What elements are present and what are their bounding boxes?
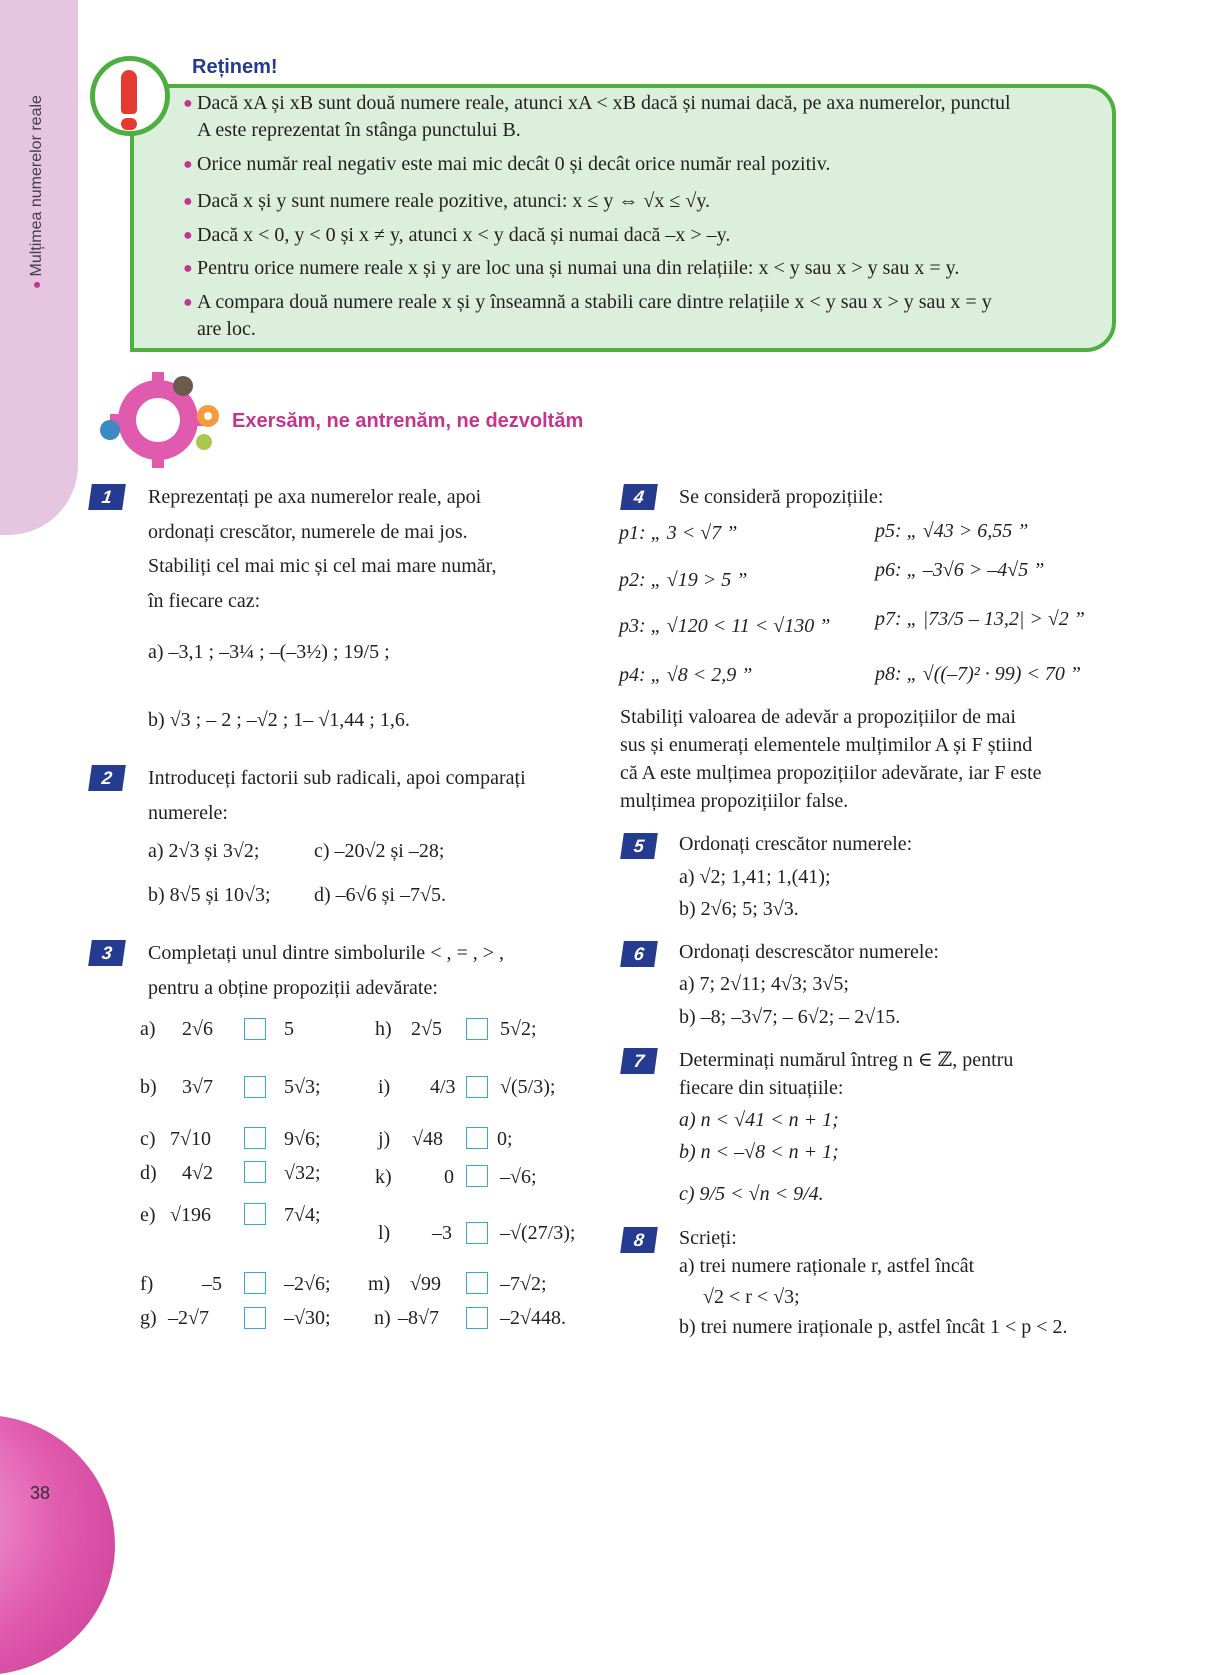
ex3-right-term: 9√6; [284, 1128, 321, 1150]
ex6-intro: Ordonați descrescător numerele: [679, 941, 939, 963]
ex4-text-4: mulțimea propozițiilor false. [620, 790, 849, 812]
ex5-b: b) 2√6; 5; 3√3. [679, 898, 799, 920]
exclamation-bar [121, 70, 137, 114]
ex3-right-term: 5√2; [500, 1018, 537, 1040]
ex3-right-term: 7√4; [284, 1204, 321, 1226]
ex1-line-1: Reprezentați pe axa numerelor reale, apoi [148, 486, 482, 508]
ex8-a-cont: √2 < r < √3; [703, 1286, 800, 1308]
ex3-left-term: –5 [202, 1273, 222, 1295]
ex2-c: c) –20√2 și –28; [314, 840, 445, 862]
ex3-label: j) [378, 1128, 391, 1150]
prop-p7: p7: „ |73/5 – 13,2| > √2 ” [875, 608, 1085, 630]
ex3-left-term: 3√7 [182, 1076, 213, 1098]
bullet-2: ● Orice număr real negativ este mai mic decât 0 și decât orice număr real pozitiv. [183, 153, 831, 175]
ex3-left-term: 0 [444, 1166, 454, 1188]
answer-box[interactable] [244, 1076, 266, 1098]
ex3-right-term: –√30; [284, 1307, 331, 1329]
ex7-line-2: fiecare din situațiile: [679, 1077, 844, 1099]
answer-box[interactable] [466, 1018, 488, 1040]
ex3-line-1: Completați unul dintre simbolurile < , = , > , [148, 942, 505, 964]
ex3-right-term: 5 [284, 1018, 294, 1040]
ex3-label: e) [140, 1204, 156, 1226]
ex3-right-term: –7√2; [500, 1273, 547, 1295]
ex2-b: b) 8√5 și 10√3; [148, 884, 271, 906]
ex8-b: b) trei numere iraționale p, astfel încât 1 < p < 2. [679, 1316, 1068, 1338]
exercise-number-badge: 5 [620, 833, 658, 859]
answer-box[interactable] [466, 1222, 488, 1244]
prop-p8: p8: „ √((–7)² · 99) < 70 ” [875, 663, 1082, 685]
ex3-right-term: √(5/3); [500, 1076, 556, 1098]
prop-p6: p6: „ –3√6 > –4√5 ” [875, 559, 1045, 581]
ex3-label: n) [374, 1307, 391, 1329]
ex3-right-term: √32; [284, 1162, 321, 1184]
ex4-text-2: sus și enumerați elementele mulțimilor A și F știind [620, 734, 1033, 756]
retinem-title: Reținem! [192, 56, 278, 78]
ex1-b: b) √3 ; – 2 ; –√2 ; 1– √1,44 ; 1,6. [148, 709, 410, 731]
ex1-a: a) –3,1 ; –3¼ ; –(–3½) ; 19/5 ; [148, 641, 390, 663]
ex3-right-term: –2√6; [284, 1273, 331, 1295]
exercise-number-badge: 2 [88, 765, 126, 791]
ex7-line-1: Determinați numărul întreg n ∈ ℤ, pentru [679, 1049, 1014, 1071]
ex3-left-term: √99 [410, 1273, 441, 1295]
answer-box[interactable] [244, 1018, 266, 1040]
answer-box[interactable] [244, 1127, 266, 1149]
ex3-left-term: 4/3 [430, 1076, 456, 1098]
ex3-label: h) [375, 1018, 392, 1040]
bullet-3: ● Dacă x și y sunt numere reale pozitive, atunci: x ≤ y ⇔ √x ≤ √y. [183, 190, 711, 212]
ex7-b: b) n < –√8 < n + 1; [679, 1141, 839, 1163]
ex3-label: l) [378, 1222, 391, 1244]
prop-p4: p4: „ √8 < 2,9 ” [619, 664, 753, 686]
ex3-line-2: pentru a obține propoziții adevărate: [148, 977, 438, 999]
ex2-line-1: Introduceți factorii sub radicali, apoi comparați [148, 767, 526, 789]
ex7-a: a) n < √41 < n + 1; [679, 1109, 839, 1131]
prop-p3: p3: „ √120 < 11 < √130 ” [619, 615, 831, 637]
ex1-line-2: ordonați crescător, numerele de mai jos. [148, 521, 468, 543]
section-title: Exersăm, ne antrenăm, ne dezvoltăm [232, 410, 584, 432]
ex3-left-term: –2√7 [168, 1307, 209, 1329]
ex3-label: i) [378, 1076, 391, 1098]
exclamation-dot [121, 118, 137, 130]
ex2-d: d) –6√6 și –7√5. [314, 884, 446, 906]
corner-decoration [0, 1415, 115, 1675]
ex3-right-term: 5√3; [284, 1076, 321, 1098]
bullet-6-cont: are loc. [197, 318, 256, 340]
ex1-line-3: Stabiliți cel mai mic și cel mai mare număr, [148, 555, 497, 577]
ex2-a: a) 2√3 și 3√2; [148, 840, 260, 862]
bullet-1: ● Dacă xA și xB sunt două numere reale, atunci xA < xB dacă și numai dacă, pe axa numerelor, punctul [183, 92, 1011, 114]
ex3-label: d) [140, 1162, 157, 1184]
ex5-a: a) √2; 1,41; 1,(41); [679, 866, 831, 888]
ex8-intro: Scrieți: [679, 1227, 737, 1249]
ex5-intro: Ordonați crescător numerele: [679, 833, 913, 855]
ex1-line-4: în fiecare caz: [148, 590, 261, 612]
sidebar-title: ●Mulțimea numerelor reale [28, 95, 45, 289]
exercise-number-badge: 6 [620, 941, 658, 967]
exercise-number-badge: 4 [620, 484, 658, 510]
ex4-text-3: că A este mulțimea propozițiilor adevărate, iar F este [620, 762, 1042, 784]
gears-icon [88, 368, 228, 468]
ex3-left-term: –3 [432, 1222, 452, 1244]
ex3-left-term: 7√10 [170, 1128, 211, 1150]
ex8-a: a) trei numere raționale r, astfel încât [679, 1255, 975, 1277]
ex6-b: b) –8; –3√7; – 6√2; – 2√15. [679, 1006, 901, 1028]
answer-box[interactable] [244, 1307, 266, 1329]
ex3-right-term: –√6; [500, 1166, 537, 1188]
ex3-right-term: –√(27/3); [500, 1222, 576, 1244]
ex3-left-term: 2√6 [182, 1018, 213, 1040]
ex4-intro: Se consideră propozițiile: [679, 486, 884, 508]
ex6-a: a) 7; 2√11; 4√3; 3√5; [679, 973, 849, 995]
ex7-c: c) 9/5 < √n < 9/4. [679, 1183, 824, 1205]
ex3-left-term: √48 [412, 1128, 443, 1150]
page-number: 38 [30, 1483, 51, 1503]
ex3-left-term: 2√5 [411, 1018, 442, 1040]
answer-box[interactable] [466, 1127, 488, 1149]
prop-p5: p5: „ √43 > 6,55 ” [875, 520, 1029, 542]
bullet-1-cont: A este reprezentat în stânga punctului B. [197, 119, 521, 141]
exercise-number-badge: 1 [88, 484, 126, 510]
exercise-number-badge: 7 [620, 1048, 658, 1074]
answer-box[interactable] [466, 1165, 488, 1187]
answer-box[interactable] [466, 1076, 488, 1098]
ex3-label: f) [140, 1273, 154, 1295]
exercise-number-badge: 3 [88, 940, 126, 966]
ex3-label: c) [140, 1128, 156, 1150]
ex4-text-1: Stabiliți valoarea de adevăr a propozițiilor de mai [620, 706, 1016, 728]
prop-p1: p1: „ 3 < √7 ” [619, 522, 738, 544]
answer-box[interactable] [244, 1272, 266, 1294]
ex2-line-2: numerele: [148, 802, 228, 824]
answer-box[interactable] [244, 1161, 266, 1183]
ex3-right-term: 0; [497, 1128, 513, 1150]
ex3-label: k) [375, 1166, 392, 1188]
prop-p2: p2: „ √19 > 5 ” [619, 569, 748, 591]
answer-box[interactable] [466, 1272, 488, 1294]
answer-box[interactable] [244, 1203, 266, 1225]
exercise-number-badge: 8 [620, 1227, 658, 1253]
ex3-left-term: 4√2 [182, 1162, 213, 1184]
ex3-right-term: –2√448. [500, 1307, 566, 1329]
bullet-6: ● A compara două numere reale x și y înseamnă a stabili care dintre relațiile x < y sau x > y sau x = y [183, 291, 992, 313]
bullet-4: ● Dacă x < 0, y < 0 și x ≠ y, atunci x < y dacă și numai dacă –x > –y. [183, 224, 731, 246]
bullet-5: ● Pentru orice numere reale x și y are loc una și numai una din relațiile: x < y sau x > y sau x = y. [183, 257, 960, 279]
ex3-label: a) [140, 1018, 156, 1040]
ex3-left-term: –8√7 [398, 1307, 439, 1329]
ex3-label: g) [140, 1307, 157, 1329]
ex3-label: b) [140, 1076, 157, 1098]
ex3-left-term: √196 [170, 1204, 211, 1226]
ex3-label: m) [368, 1273, 391, 1295]
answer-box[interactable] [466, 1307, 488, 1329]
